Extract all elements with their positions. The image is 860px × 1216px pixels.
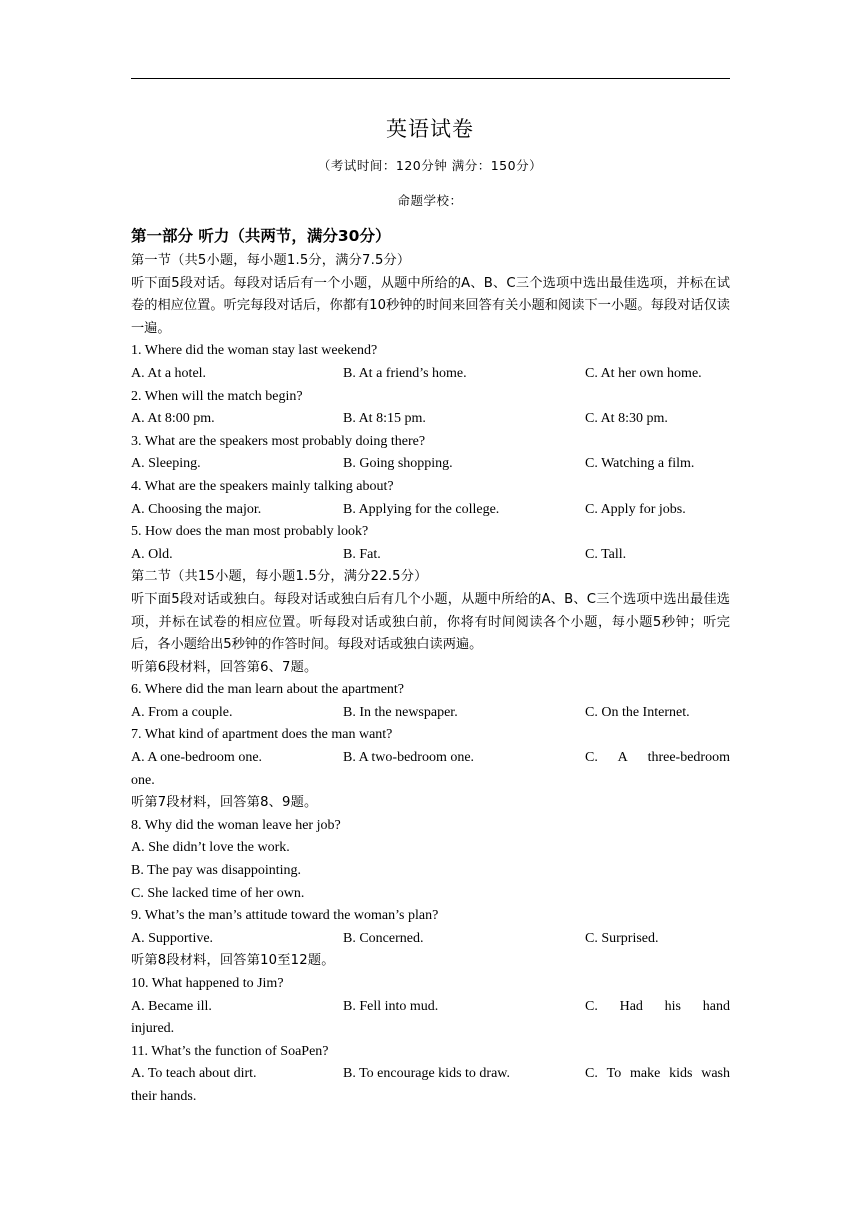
- question-stem: 1. Where did the woman stay last weekend?: [131, 343, 378, 359]
- question-options: [131, 453, 730, 476]
- option-b: B. Going shopping.: [343, 456, 453, 472]
- question-options: [131, 408, 730, 431]
- question-2: [131, 386, 730, 431]
- question-options: [131, 363, 730, 386]
- option-b: B. A two-bedroom one.: [343, 750, 475, 766]
- exam-body: [131, 222, 730, 1109]
- question-options: [131, 544, 730, 567]
- header-rule: [131, 78, 730, 79]
- option-c-word: Had: [619, 998, 643, 1014]
- question-1: [131, 340, 730, 385]
- part1-heading: 第一部分 听力（共两节，满分30分）: [131, 227, 391, 245]
- question-stem: 10. What happened to Jim?: [131, 976, 284, 991]
- exam-subtitle: （考试时间：120分钟 满分：150分）: [317, 158, 543, 173]
- question-options: [131, 996, 730, 1019]
- question-options: [131, 747, 730, 770]
- option-b: B. In the newspaper.: [343, 704, 458, 720]
- option-a: A. From a couple.: [131, 704, 233, 720]
- question-options: [131, 1063, 730, 1086]
- question-stem: 5. How does the man most probably look?: [131, 524, 369, 540]
- option-b: B. To encourage kids to draw.: [343, 1066, 510, 1082]
- question-options: [131, 928, 730, 951]
- question-6: [131, 679, 730, 724]
- exam-school: 命题学校：: [397, 193, 463, 208]
- option-c-word: To: [606, 1066, 622, 1082]
- question-5: [131, 521, 730, 566]
- option-c: [585, 747, 730, 770]
- option-c-word: C.: [585, 998, 598, 1014]
- section1-questions: [131, 340, 730, 566]
- option-c: C. Apply for jobs.: [585, 501, 686, 517]
- question-8: [131, 815, 730, 905]
- question-stem: 4. What are the speakers mainly talking about?: [131, 478, 394, 494]
- option-a: A. She didn’t love the work.: [131, 840, 290, 856]
- option-a: A. Sleeping.: [131, 456, 201, 472]
- option-c: C. On the Internet.: [585, 704, 690, 720]
- option-a: A. Choosing the major.: [131, 501, 262, 517]
- option-a: A. Old.: [131, 546, 173, 562]
- option-c: C. Surprised.: [585, 930, 659, 946]
- section2-heading: 第二节（共15小题，每小题1.5分，满分22.5分）: [131, 569, 428, 585]
- option-c-continuation: injured.: [131, 1021, 175, 1037]
- question-10: [131, 973, 730, 1041]
- question-stem: 9. What’s the man’s attitude toward the woman’s plan?: [131, 908, 439, 924]
- option-b: B. The pay was disappointing.: [131, 863, 302, 879]
- option-c-word: A: [617, 750, 628, 766]
- option-c-word: C.: [585, 750, 598, 766]
- section2-instructions: 听下面5段对话或独白。每段对话或独白后有几个小题，从题中所给的A、B、C三个选项中选出最佳选项，并标在试卷的相应位置。听每段对话或独白前，你将有时间阅读各个小题，每小题5秒钟；听完后，各小题给出5秒钟的作答时间。每段对话或独白读两遍。: [131, 591, 730, 653]
- option-a: A. At 8:00 pm.: [131, 411, 215, 427]
- option-b: B. Concerned.: [343, 930, 424, 946]
- option-c-word: kids: [669, 1066, 693, 1082]
- question-stem: 11. What’s the function of SoaPen?: [131, 1043, 329, 1059]
- option-c: C. Watching a film.: [585, 456, 695, 472]
- option-a: A. A one-bedroom one.: [131, 750, 263, 766]
- question-4: [131, 476, 730, 521]
- option-b: B. Fat.: [343, 546, 381, 562]
- option-a: A. At a hotel.: [131, 365, 207, 381]
- question-stem: 2. When will the match begin?: [131, 388, 303, 404]
- section1-instructions: 听下面5段对话。每段对话后有一个小题，从题中所给的A、B、C三个选项中选出最佳选项，并标在试卷的相应位置。听完每段对话后，你都有10秒钟的时间来回答有关小题和阅读下一小题。每段对话仅读一遍。: [131, 275, 730, 336]
- option-c-word: make: [629, 1066, 661, 1082]
- option-c-word: C.: [585, 1066, 598, 1082]
- option-c: C. At 8:30 pm.: [585, 411, 668, 427]
- question-stem: 7. What kind of apartment does the man want?: [131, 727, 393, 743]
- material-7-label: 听第7段材料，回答第8、9题。: [131, 795, 318, 811]
- option-c-continuation: their hands.: [131, 1088, 197, 1104]
- option-c-word: hand: [702, 998, 730, 1014]
- option-c-word: his: [664, 998, 682, 1014]
- option-c: C. Tall.: [585, 546, 627, 562]
- question-options: [131, 702, 730, 725]
- option-a: A. Became ill.: [131, 998, 212, 1014]
- option-c: [585, 996, 730, 1019]
- question-stem: 3. What are the speakers most probably doing there?: [131, 433, 426, 449]
- option-c: C. She lacked time of her own.: [131, 885, 305, 901]
- option-c: C. At her own home.: [585, 365, 702, 381]
- section1-heading: 第一节（共5小题，每小题1.5分，满分7.5分）: [131, 253, 411, 268]
- material-8-label: 听第8段材料，回答第10至12题。: [131, 953, 335, 969]
- option-b: B. At 8:15 pm.: [343, 411, 426, 427]
- option-c-word: three-bedroom: [647, 750, 730, 766]
- question-stem: 8. Why did the woman leave her job?: [131, 817, 341, 833]
- option-b: B. At a friend’s home.: [343, 365, 467, 381]
- option-c-word: wash: [701, 1066, 730, 1082]
- option-b: B. Applying for the college.: [343, 501, 500, 517]
- question-7: [131, 724, 730, 792]
- option-a: A. Supportive.: [131, 930, 214, 946]
- question-options: [131, 499, 730, 522]
- question-3: [131, 431, 730, 476]
- question-stem: 6. Where did the man learn about the apartment?: [131, 682, 405, 698]
- option-a: A. To teach about dirt.: [131, 1066, 257, 1082]
- question-11: [131, 1041, 730, 1109]
- option-b: B. Fell into mud.: [343, 998, 439, 1014]
- question-9: [131, 905, 730, 950]
- exam-title: 英语试卷: [386, 117, 474, 141]
- material-6-label: 听第6段材料，回答第6、7题。: [131, 659, 318, 675]
- option-c-continuation: one.: [131, 772, 155, 788]
- option-c: [585, 1063, 730, 1086]
